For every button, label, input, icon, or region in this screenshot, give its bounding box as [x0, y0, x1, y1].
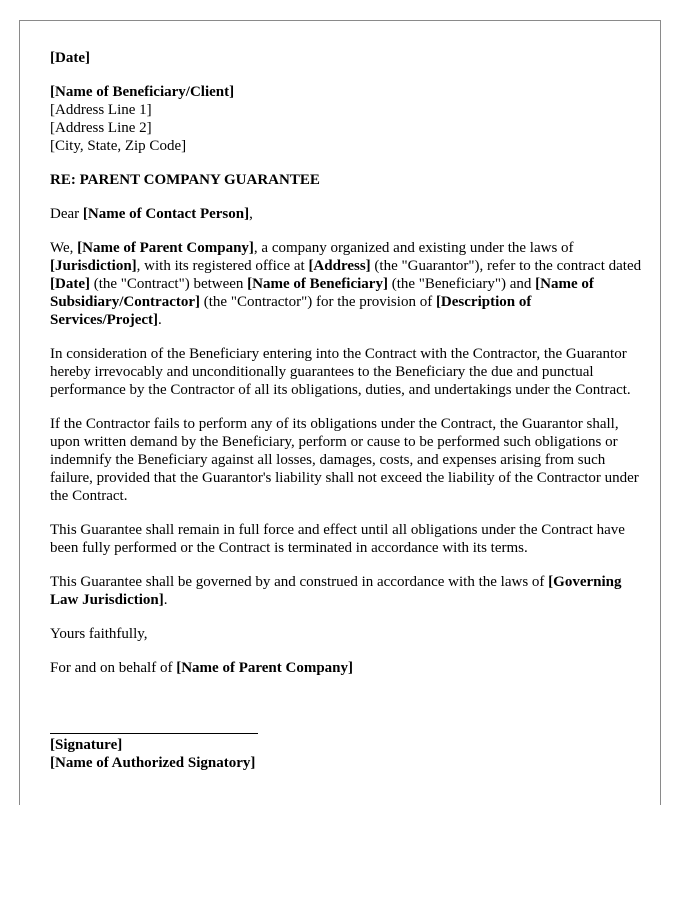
paragraph-default: If the Contractor fails to perform any of its obligations under the Contract, the Guarantor shall, upon written demand by the Beneficiary, perform or cause to be performed such obligations or indemnify the Beneficiary against all losses, damages, costs, and expenses arising from such failure, provided that the Guarantor's liability shall not exceed the liability of the Contractor under the Contract.	[50, 416, 639, 504]
para1-text-8: .	[158, 312, 162, 328]
para1-text-7: (the "Contractor") for the provision of	[200, 294, 436, 310]
para1-text-3: , with its registered office at	[136, 258, 309, 274]
letter-body	[50, 49, 642, 772]
para1-text-4: (the "Guarantor"), refer to the contract dated	[370, 258, 642, 274]
para1-text-2: , a company organized and existing under the laws of	[253, 240, 574, 256]
salutation	[50, 205, 642, 223]
parent-company-name: [Name of Parent Company]	[77, 240, 254, 256]
salutation-prefix: Dear	[50, 206, 83, 222]
para5-text-1: This Guarantee shall be governed by and construed in accordance with the laws of	[50, 574, 549, 590]
para1-text-6: (the "Beneficiary") and	[387, 276, 536, 292]
beneficiary-name: [Name of Beneficiary]	[247, 276, 388, 292]
registered-address: [Address]	[308, 258, 371, 274]
letter-subject: RE: PARENT COMPANY GUARANTEE	[50, 172, 320, 188]
on-behalf-prefix: For and on behalf of	[50, 660, 177, 676]
recipient-city-state-zip: [City, State, Zip Code]	[50, 138, 187, 154]
on-behalf-company-name: [Name of Parent Company]	[176, 660, 353, 676]
paragraph-governing-law	[50, 573, 642, 609]
contact-person-name: [Name of Contact Person]	[82, 206, 250, 222]
recipient-address-line-2: [Address Line 2]	[50, 120, 152, 136]
contract-date: [Date]	[50, 276, 90, 292]
signature-block	[50, 733, 642, 772]
para1-text-1: We,	[50, 240, 78, 256]
salutation-suffix: ,	[249, 206, 253, 222]
paragraph-consideration: In consideration of the Beneficiary entering into the Contract with the Contractor, the Guarantor hereby irrevocably and unconditionally guarantees to the Beneficiary the due and punctual performance by the Contractor of all its obligations, duties, and undertakings under the Contract.	[50, 346, 631, 398]
letter-date	[50, 49, 642, 67]
para5-text-2: .	[163, 592, 168, 608]
signatory-name: [Name of Authorized Signatory]	[50, 755, 256, 771]
paragraph-duration: This Guarantee shall remain in full force and effect until all obligations under the Contract have been fully performed or the Contract is terminated in accordance with its terms.	[50, 522, 625, 556]
services-description: [Description of Services/Project]	[50, 294, 532, 328]
jurisdiction: [Jurisdiction]	[50, 258, 137, 274]
paragraph-intro	[50, 239, 642, 329]
date-placeholder: [Date]	[50, 50, 90, 66]
closing: Yours faithfully,	[50, 626, 148, 642]
letter-page	[19, 20, 661, 805]
contractor-name: [Name of Subsidiary/Contractor]	[50, 276, 594, 310]
recipient-address-block	[50, 83, 642, 155]
recipient-address-line-1: [Address Line 1]	[50, 102, 152, 118]
recipient-name: [Name of Beneficiary/Client]	[50, 84, 235, 100]
on-behalf-line	[50, 659, 642, 677]
para1-text-5: (the "Contract") between	[89, 276, 248, 292]
signature-label: [Signature]	[50, 737, 123, 753]
governing-law-jurisdiction: [Governing Law Jurisdiction]	[50, 574, 622, 608]
signature-line	[50, 733, 258, 734]
